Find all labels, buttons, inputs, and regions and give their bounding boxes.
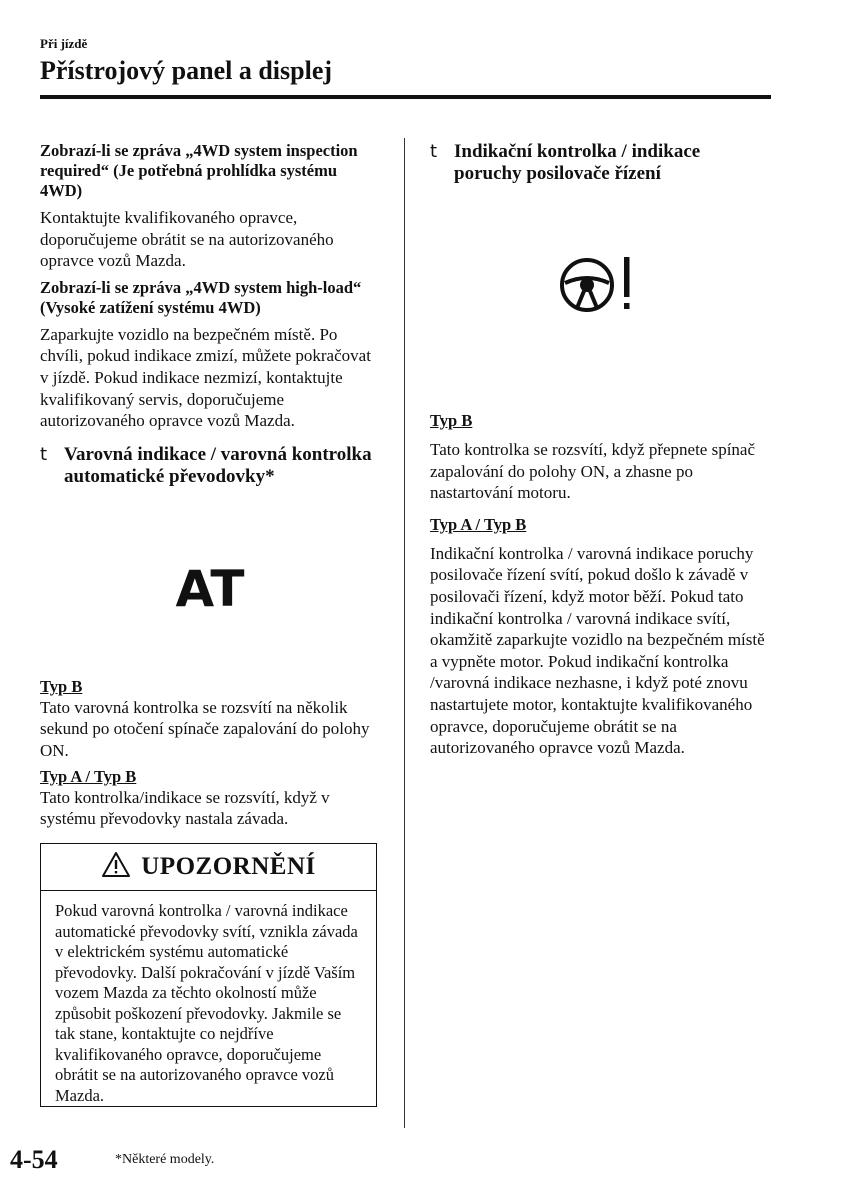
bullet-marker: t	[430, 141, 438, 162]
typ-ab-label: Typ A / Typ B	[40, 766, 137, 786]
right-column	[430, 141, 770, 763]
left-column	[40, 141, 380, 834]
subheading-4wd-inspection: Zobrazí-li se zpráva „4WD system inspection required“ (Je potřebná prohlídka systému 4WD)	[40, 141, 358, 200]
eps-typ-ab-label: Typ A / Typ B	[430, 514, 527, 534]
subheading-4wd-high-load: Zobrazí-li se zpráva „4WD system high-load“ (Vysoké zatížení systému 4WD)	[40, 277, 362, 317]
steering-warning-container	[434, 253, 770, 324]
typ-b-paragraph: Tato varovná kontrolka se rozsvítí na několik sekund po otočení spínače zapalování do polohy ON.	[40, 697, 370, 760]
warning-header	[41, 844, 376, 891]
warning-triangle-icon	[101, 851, 131, 883]
eps-heading-text: Indikační kontrolka / indikace poruchy posilovače řízení	[454, 141, 701, 184]
eps-heading	[430, 141, 770, 185]
at-warning-heading	[40, 444, 380, 488]
title-rule	[40, 95, 771, 99]
paragraph-4wd-inspection: Kontaktujte kvalifikovaného opravce, doporučujeme obrátit se na autorizovaného opravce vozů Mazda.	[40, 208, 334, 271]
bullet-marker: t	[40, 443, 48, 465]
column-divider	[404, 138, 405, 1128]
footnote: *Některé modely.	[115, 1152, 215, 1167]
page-title: Přístrojový panel a displej	[40, 56, 333, 85]
warning-text: Pokud varovná kontrolka / varovná indikace automatické převodovky svítí, vznikla závada v elektrickém systému automatické převodovky. Další pokračování v jízdě Vaším vozem Mazda za těchto okolností může způsobit poškození převodovky. Jakmile se tak stane, kontaktujte co nejdříve kvalifikovaného opravce, doporučujeme obrátit se na autorizovaného opravce vozů Mazda.	[55, 901, 358, 1105]
eps-typ-b-label: Typ B	[430, 411, 473, 430]
at-warning-icon: AT	[175, 559, 245, 618]
warning-box	[40, 843, 377, 1107]
page-number: 4-54	[10, 1145, 58, 1174]
eps-typ-b-paragraph: Tato kontrolka se rozsvítí, když přepnete spínač zapalování do polohy ON, a zhasne po nastartování motoru.	[430, 440, 756, 503]
typ-ab-paragraph: Tato kontrolka/indikace se rozsvítí, když v systému převodovky nastala závada.	[40, 787, 330, 829]
warning-title: UPOZORNĚNÍ	[141, 853, 316, 880]
at-warning-heading-text: Varovná indikace / varovná kontrolka automatické převodovky*	[64, 443, 372, 487]
paragraph-4wd-high-load: Zaparkujte vozidlo na bezpečném místě. Po chvíli, pokud indikace zmizí, můžete pokračovat v jízdě. Pokud indikace nezmizí, kontaktujte kvalifikovaný servis, doporučujeme autorizovaného opravce vozů Mazda.	[40, 324, 371, 431]
steering-wheel-warning-icon	[557, 306, 647, 323]
section-label: Při jízdě	[40, 36, 88, 51]
eps-typ-ab-paragraph: Indikační kontrolka / varovná indikace poruchy posilovače řízení svítí, pokud došlo k závadě v posilovači řízení, když motor běží. Pokud tato indikační kontrolka / varovná indikace svítí, okamžitě zaparkujte vozidlo na bezpečném místě a vypněte motor. Pokud indikační kontrolka /varovná indikace nezhasne, i když poté znovu nastartujete motor, kontaktujte kvalifikovaného opravce, doporučujeme obrátit se na autorizovaného opravce vozů Mazda.	[430, 543, 765, 758]
typ-b-label: Typ B	[40, 676, 83, 696]
